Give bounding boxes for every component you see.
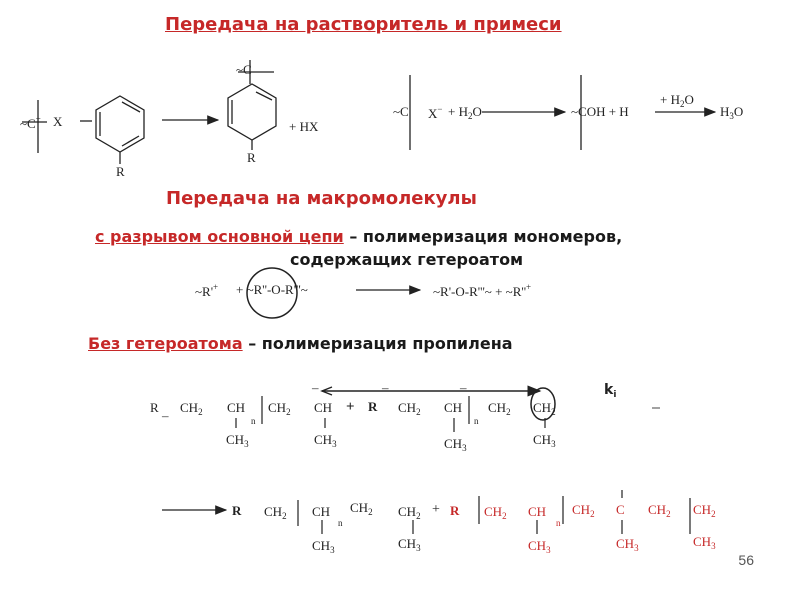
page-number: 56: [738, 552, 754, 568]
chain-scission-line-cont: содержащих гетероатом: [290, 250, 524, 269]
hetero-left-2: + ~R''-O-R'''~: [236, 282, 308, 297]
row2-ch3b: $CH_3$: [398, 536, 421, 553]
row2-ch2g: $CH_2$: [693, 502, 716, 519]
row1-ch3d: $CH_3$: [533, 432, 556, 449]
row2-ch2c: $CH_2$: [398, 504, 421, 521]
row2-ch3a: $CH_3$: [312, 538, 335, 555]
row1-ch3b: $CH_3$: [314, 432, 337, 449]
row1-ch2b: $CH_2$: [268, 400, 291, 417]
row2-ch2a: $CH_2$: [264, 504, 287, 521]
row2-ch3e: $CH_3$: [693, 534, 716, 551]
heading-macromolecule-transfer: Передача на макромолекулы: [166, 188, 477, 209]
row1-over2: –: [382, 380, 389, 395]
chain-scission-label: с разрывом основной цепи: [95, 227, 344, 246]
row2-n2: n: [556, 518, 561, 528]
row1-cha: CH: [227, 400, 246, 415]
row1-chc: CH: [444, 400, 463, 415]
row2-ch3c: $CH_3$: [528, 538, 551, 555]
row1-ch3a: $CH_3$: [226, 432, 249, 449]
row2-r: R: [232, 503, 242, 518]
hydronium-label: $H_3O$: [720, 104, 744, 121]
water-label: + $H_2O$: [448, 104, 482, 121]
row2-ch2e: $CH_2$: [572, 502, 595, 519]
no-heteroatom-rest: – полимеризация пропилена: [242, 334, 513, 353]
counterion-label: X: [53, 114, 63, 129]
row1-ch2d: $CH_2$: [488, 400, 511, 417]
row2-ch2b: $CH_2$: [350, 500, 373, 517]
row1-plus: +: [346, 399, 355, 415]
row1-n2: n: [474, 416, 479, 426]
row2-ch2f: $CH_2$: [648, 502, 671, 519]
row1-ch2a: $CH_2$: [180, 400, 203, 417]
alcohol-label: ~COH + H: [571, 104, 629, 119]
hetero-left-1: ~R'+: [195, 282, 219, 299]
row1-over1: –: [312, 380, 319, 395]
row1-over3: –: [460, 380, 467, 395]
chain-scission-rest: – полимеризация мономеров,: [343, 227, 623, 246]
heading-solvent-transfer: Передача на растворитель и примеси: [165, 14, 562, 35]
row2-r2: R: [450, 503, 460, 518]
hetero-right: ~R'-O-R'''~ + ~R''+: [433, 282, 532, 299]
rate-constant-label: $k_i$: [604, 382, 617, 400]
row2-plus: +: [432, 502, 440, 517]
counterion-label-2: X−: [428, 104, 443, 121]
row1-ch2c: $CH_2$: [398, 400, 421, 417]
carbon-top-label: ~C: [236, 62, 252, 77]
row1-ch3c: $CH_3$: [444, 436, 467, 453]
carbocation-label: ~C+: [20, 114, 41, 131]
row1-r: R: [150, 400, 159, 415]
row1-n: n: [251, 416, 256, 426]
row2-chd: CH: [528, 504, 547, 519]
row1-ch2e: $CH_2$: [533, 400, 556, 417]
row2-c: C: [616, 502, 625, 517]
row1-r2: R: [368, 399, 378, 414]
r-substituent-label: R: [116, 164, 125, 179]
hx-label: + HX: [289, 119, 319, 134]
r-substituent-label-2: R: [247, 150, 256, 165]
row1-dash: –: [162, 408, 169, 423]
row2-ch2d: $CH_2$: [484, 504, 507, 521]
row2-n: n: [338, 518, 343, 528]
carbocation-label-2: ~C: [393, 104, 409, 119]
row1-chb: CH: [314, 400, 333, 415]
water-above-label: + $H_2O$: [660, 92, 694, 109]
row2-ch3d: $CH_3$: [616, 536, 639, 553]
row2-cha: CH: [312, 504, 331, 519]
no-heteroatom-label: Без гетероатома: [88, 334, 243, 353]
